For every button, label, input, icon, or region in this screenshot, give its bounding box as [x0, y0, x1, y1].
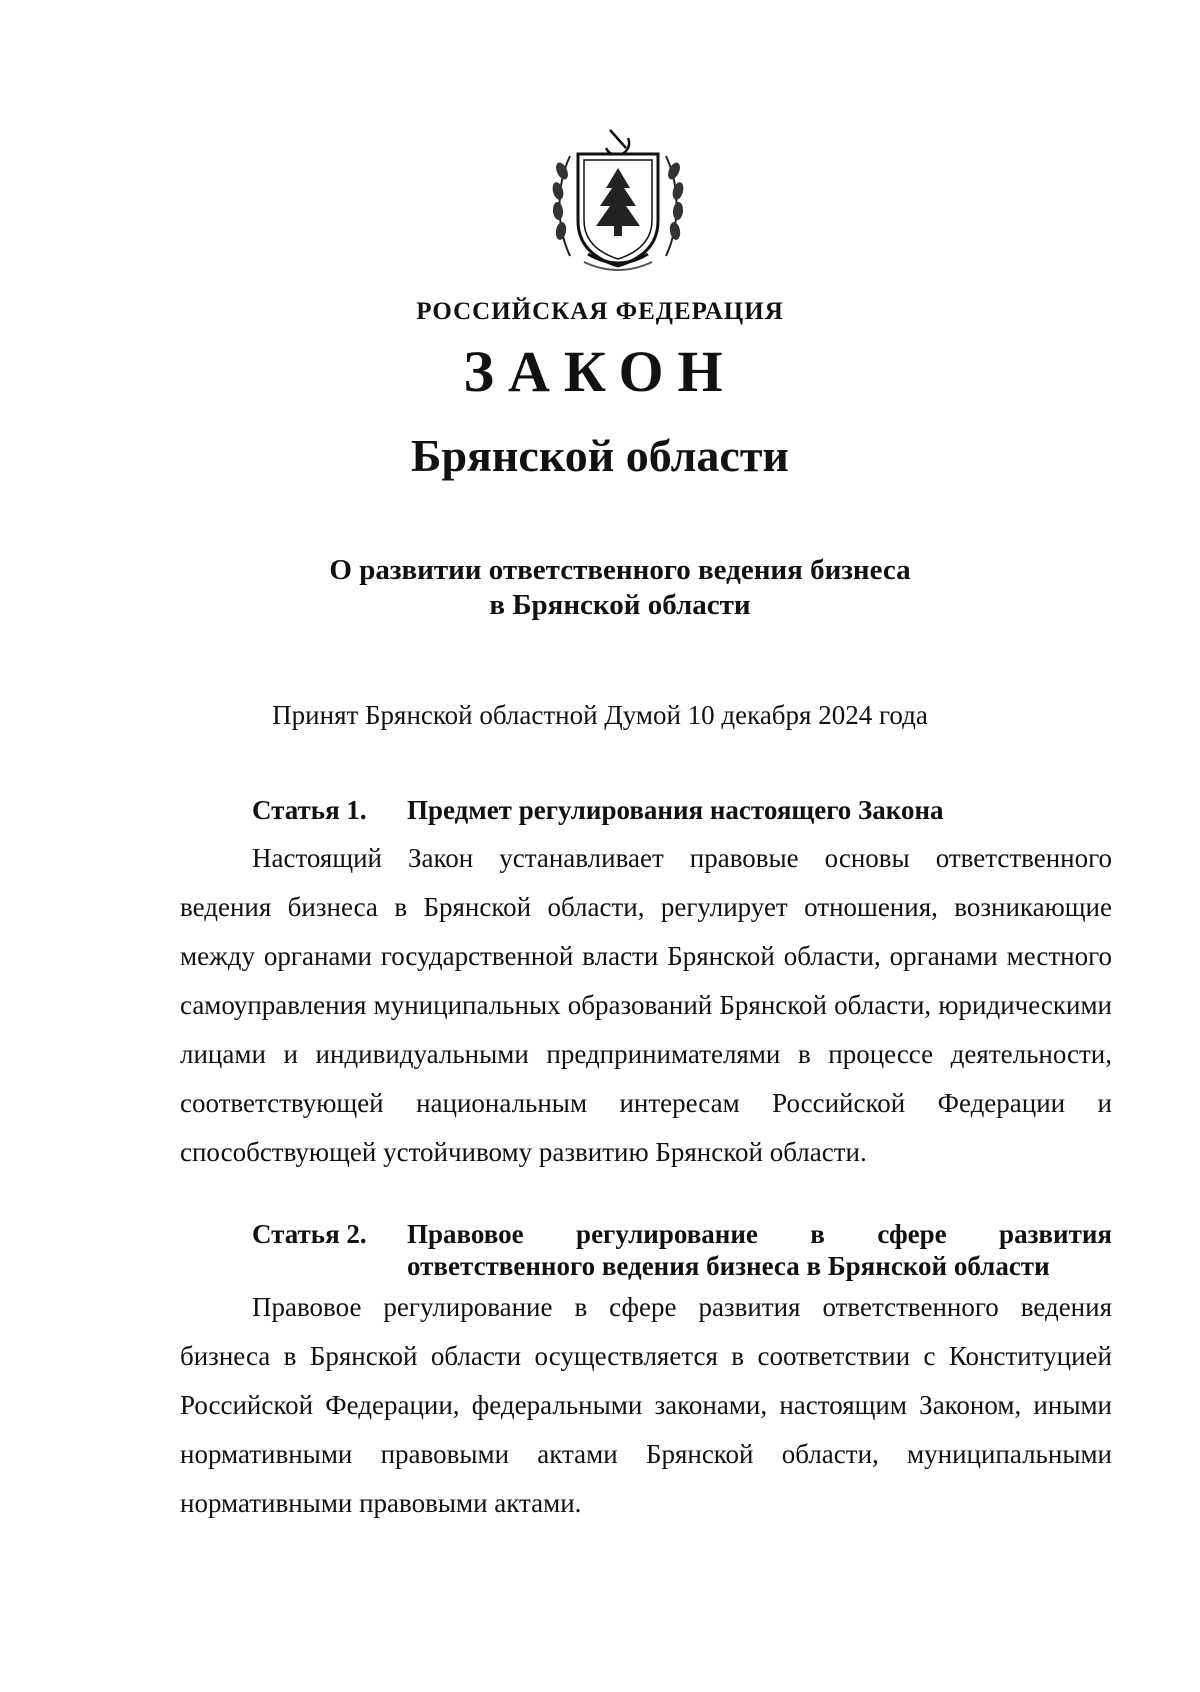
article-2-body [180, 1283, 1112, 1528]
article-2-number: Статья 2. [252, 1219, 367, 1249]
article-2-title: Правовое регулирование в сфере развития ответственного ведения бизнеса в Брянской области [407, 1219, 1112, 1281]
article-1-text: Настоящий Закон устанавливает правовые основы ответственного ведения бизнеса в Брянской области, регулирует отношения, возникающие между органами государственной власти Брянской области, органами местного самоуправления муниципальных образований Брянской области, юридическими лицами и индивидуальными предпринимателями в процессе деятельности, соответствующей национальным интересам Российской Федерации и способствующей устойчивому развитию Брянской области. [180, 843, 1112, 1167]
article-1-body [180, 834, 1112, 1177]
coat-of-arms-emblem [548, 126, 688, 276]
article-1-title: Предмет регулирования настоящего Закона [407, 795, 944, 825]
article-1-number: Статья 1. [252, 795, 367, 825]
law-title-line-1: О развитии ответственного ведения бизнеса [329, 554, 911, 586]
federation-heading: РОССИЙСКАЯ ФЕДЕРАЦИЯ [416, 298, 784, 325]
region-heading: Брянской области [411, 430, 789, 481]
adoption-note: Принят Брянской областной Думой 10 декабря 2024 года [272, 700, 928, 730]
law-title [0, 553, 1200, 623]
document-type-heading: ЗАКОН [463, 339, 737, 404]
law-title-line-2: в Брянской области [489, 589, 751, 621]
article-2-text: Правовое регулирование в сфере развития ответственного ведения бизнеса в Брянской области осуществляется в соответствии с Конституцией Российской Федерации, федеральными законами, настоящим Законом, иными нормативными правовыми актами Брянской области, муниципальными нормативными правовыми актами. [180, 1292, 1112, 1518]
